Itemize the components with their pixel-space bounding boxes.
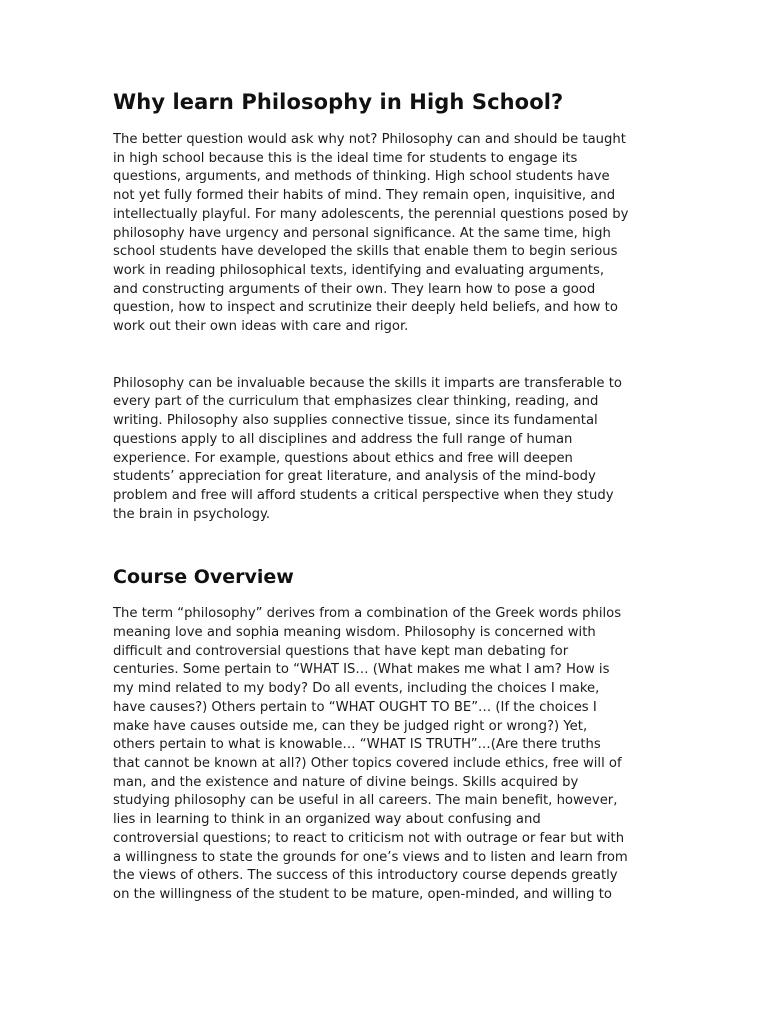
paragraph-line: the views of others. The success of this introductory course depends greatly (113, 868, 618, 884)
value-paragraph (113, 375, 658, 525)
paragraph-line: not yet fully formed their habits of mind. They remain open, inquisitive, and (113, 188, 616, 204)
paragraph-line: make have causes outside me, can they be judged right or wrong?) Yet, (113, 718, 588, 734)
paragraph-line: have causes?) Others pertain to “WHAT OUGHT TO BE”… (If the choices I (113, 699, 597, 715)
paragraph-line: questions apply to all disciplines and address the full range of human (113, 431, 573, 447)
paragraph-line: and constructing arguments of their own. They learn how to pose a good (113, 281, 596, 297)
paragraph-line: every part of the curriculum that emphasizes clear thinking, reading, and (113, 394, 599, 410)
course-overview-paragraph (113, 605, 658, 904)
paragraph-line: writing. Philosophy also supplies connective tissue, since its fundamental (113, 413, 598, 429)
paragraph-line: students’ appreciation for great literature, and analysis of the mind-body (113, 469, 596, 485)
paragraph-line: controversial questions; to react to criticism not with outrage or fear but with (113, 830, 625, 846)
paragraph-line: man, and the existence and nature of divine beings. Skills acquired by (113, 774, 579, 790)
paragraph-line: The term “philosophy” derives from a combination of the Greek words philos (113, 606, 622, 622)
paragraph-line: Philosophy can be invaluable because the skills it imparts are transferable to (113, 375, 622, 391)
paragraph-line: problem and free will afford students a critical perspective when they study (113, 487, 614, 503)
page-title: Why learn Philosophy in High School? (113, 90, 564, 114)
paragraph-line: my mind related to my body? Do all events, including the choices I make, (113, 681, 600, 697)
paragraph-line: the brain in psychology. (113, 506, 271, 522)
paragraph-line: on the willingness of the student to be mature, open-minded, and willing to (113, 886, 612, 902)
paragraph-line: difficult and controversial questions that have kept man debating for (113, 643, 569, 659)
paragraph-line: work out their own ideas with care and rigor. (113, 319, 409, 335)
paragraph-line: others pertain to what is knowable… “WHAT IS TRUTH”…(Are there truths (113, 737, 601, 753)
paragraph-line: experience. For example, questions about ethics and free will deepen (113, 450, 573, 466)
paragraph-line: studying philosophy can be useful in all careers. The main benefit, however, (113, 793, 618, 809)
paragraph-line: lies in learning to think in an organized way about confusing and (113, 812, 541, 828)
paragraph-line: meaning love and sophia meaning wisdom. Philosophy is concerned with (113, 625, 596, 641)
intro-paragraph (113, 131, 658, 337)
paragraph-line: centuries. Some pertain to “WHAT IS… (What makes me what I am? How is (113, 662, 610, 678)
paragraph-line: philosophy have urgency and personal significance. At the same time, high (113, 225, 611, 241)
paragraph-line: work in reading philosophical texts, identifying and evaluating arguments, (113, 262, 605, 278)
section-heading: Course Overview (113, 566, 294, 589)
paragraph-line: in high school because this is the ideal time for students to engage its (113, 150, 578, 166)
paragraph-line: a willingness to state the grounds for one’s views and to listen and learn from (113, 849, 628, 865)
paragraph-line: intellectually playful. For many adolescents, the perennial questions posed by (113, 206, 629, 222)
document-content (113, 88, 658, 905)
paragraph-line: that cannot be known at all?) Other topics covered include ethics, free will of (113, 755, 622, 771)
paragraph-line: The better question would ask why not? Philosophy can and should be taught (113, 132, 626, 147)
paragraph-line: question, how to inspect and scrutinize their deeply held beliefs, and how to (113, 300, 618, 316)
paragraph-line: school students have developed the skills that enable them to begin serious (113, 244, 618, 260)
paragraph-line: questions, arguments, and methods of thinking. High school students have (113, 169, 610, 185)
